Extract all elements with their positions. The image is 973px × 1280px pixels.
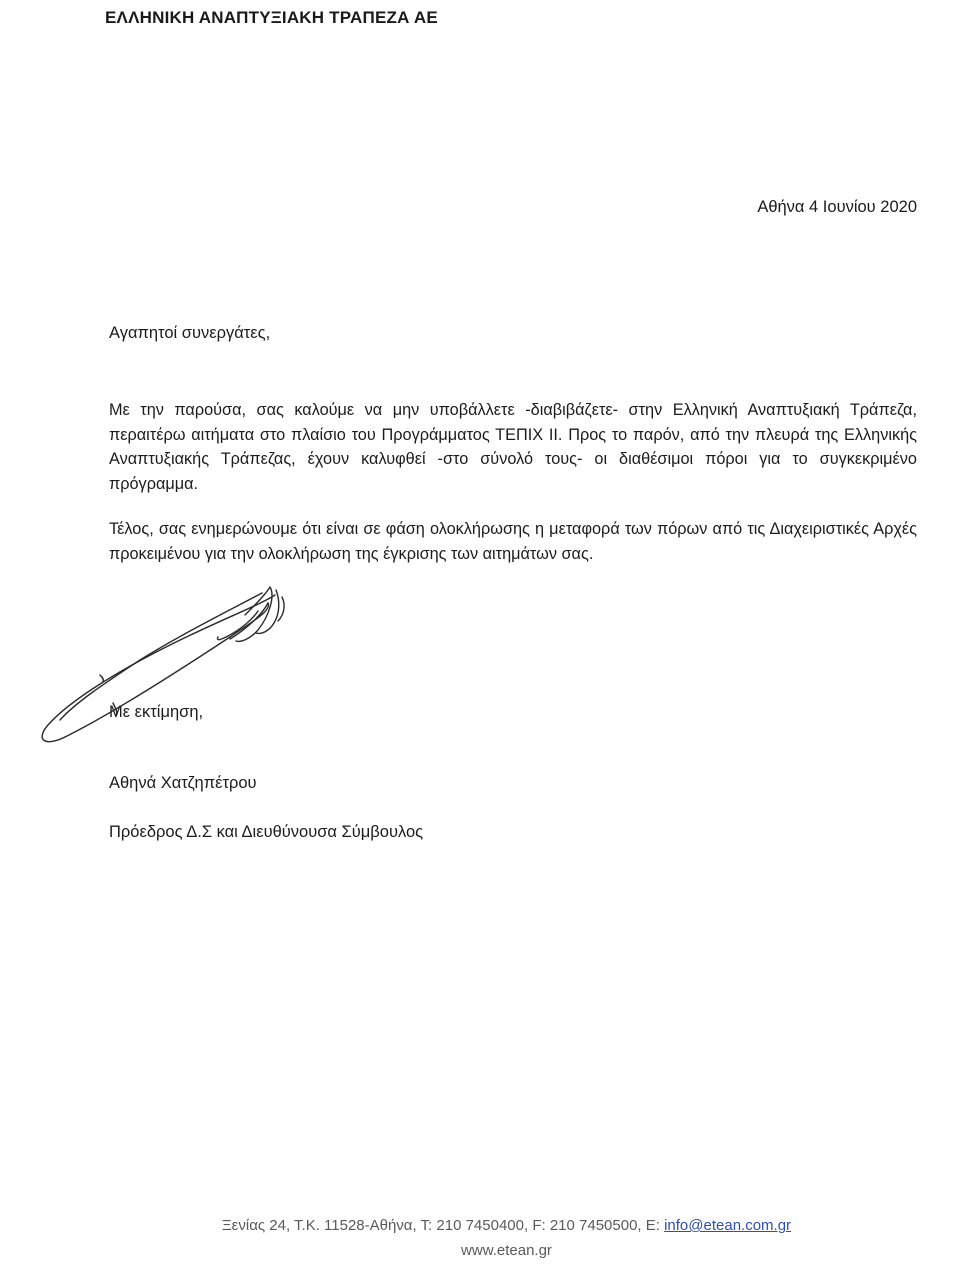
footer-address: Ξενίας 24, Τ.Κ. 11528-Αθήνα, Τ: 210 7450400, F: 210 7450500, E:	[221, 1217, 665, 1234]
letter-date: Αθήνα 4 Ιουνίου 2020	[757, 198, 917, 216]
footer-website[interactable]: www.etean.gr	[461, 1242, 552, 1259]
signer-title: Πρόεδρος Δ.Σ και Διευθύνουσα Σύμβουλος	[109, 823, 424, 841]
letter-greeting: Αγαπητοί συνεργάτες,	[109, 324, 271, 342]
signer-name: Αθηνά Χατζηπέτρου	[109, 774, 257, 792]
letter-paragraph-2: Τέλος, σας ενημερώνουμε ότι είναι σε φάση ολοκλήρωσης η μεταφορά των πόρων από τις Διαχειριστικές Αρχές προκειμένου για την ολοκλήρωση της έγκρισης των αιτημάτων σας.	[109, 520, 917, 563]
footer-email-link[interactable]: info@etean.com.gr	[664, 1217, 792, 1234]
letter-paragraph-1: Με την παρούσα, σας καλούμε να μην υποβάλλετε -διαβιβάζετε- στην Ελληνική Αναπτυξιακή Τράπεζα, περαιτέρω αιτήματα στο πλαίσιο του Προγράμματος ΤΕΠΙΧ ΙΙ. Προς το παρόν, από την πλευρά της Ελληνικής Αναπτυξιακής Τράπεζας, έχουν καλυφθεί -στο σύνολό τους- οι διαθέσιμοι πόροι για το συγκεκριμένο πρόγραμμα.	[109, 401, 917, 493]
letter-closing: Με εκτίμηση,	[109, 703, 204, 721]
handwritten-signature	[30, 575, 300, 755]
letterhead-org-name: ΕΛΛΗΝΙΚΗ ΑΝΑΠΤΥΞΙΑΚΗ ΤΡΑΠΕΖΑ ΑΕ	[105, 8, 438, 27]
footer-contact	[20, 1217, 973, 1234]
